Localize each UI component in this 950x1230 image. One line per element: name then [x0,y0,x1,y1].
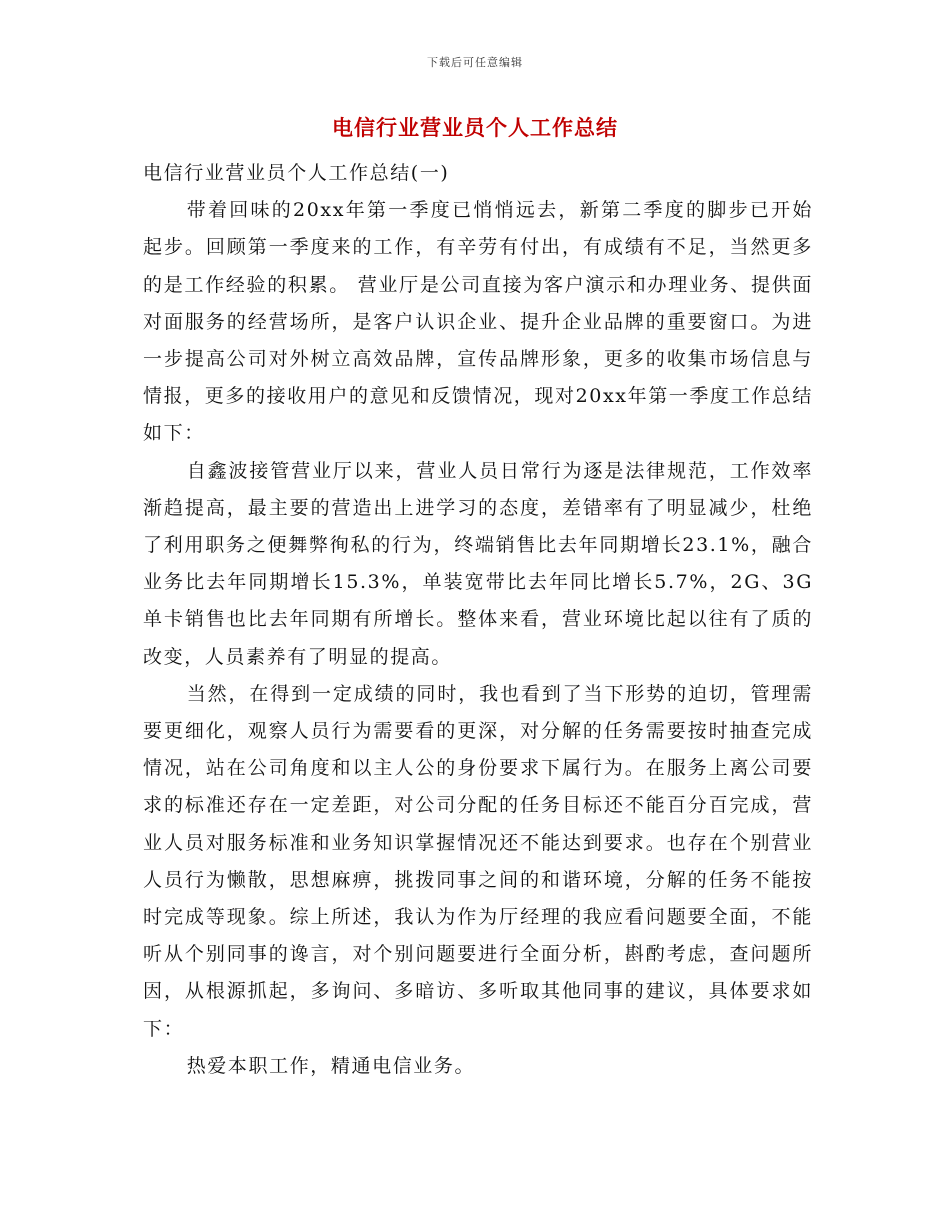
paragraph-intro: 带着回味的20xx年第一季度已悄悄远去，新第二季度的脚步已开始起步。回顾第一季度来的工作，有辛劳有付出，有成绩有不足，当然更多的是工作经验的积累。 营业厅是公司直接为客户演示和办理业务、提供面对面服务的经营场所，是客户认识企业、提升企业品牌的重要窗口。为进一步提高公司对外树立高效品牌，宣传品牌形象，更多的收集市场信息与情报，更多的接收用户的意见和反馈情况，现对20xx年第一季度工作总结如下： [143,199,814,445]
document-body [143,155,813,1085]
paragraph-achievements: 自鑫波接管营业厅以来，营业人员日常行为逐是法律规范，工作效率渐趋提高，最主要的营造出上进学习的态度，差错率有了明显减少，杜绝了利用职务之便舞弊徇私的行为，终端销售比去年同期增长23.1%，融合业务比去年同期增长15.3%，单装宽带比去年同比增长5.7%，2G、3G单卡销售也比去年同期有所增长。整体来看，营业环境比起以往有了质的改变，人员素养有了明显的提高。 [143,459,813,668]
document-title: 电信行业营业员个人工作总结 [332,116,618,140]
paragraph-shortcomings: 当然，在得到一定成绩的同时，我也看到了当下形势的迫切，管理需要更细化，观察人员行为需要看的更深，对分解的任务需要按时抽查完成情况，站在公司角度和以主人公的身份要求下属行为。在服务上离公司要求的标准还存在一定差距，对公司分配的任务目标还不能百分百完成，营业人员对服务标准和业务知识掌握情况还不能达到要求。也存在个别营业人员行为懒散，思想麻痹，挑拨同事之间的和谐环境，分解的任务不能按时完成等现象。综上所述，我认为作为厅经理的我应看问题要全面，不能听从个别同事的谗言，对个别问题要进行全面分析，斟酌考虑，查问题所因，从根源抓起，多询问、多暗访、多听取其他同事的建议，具体要求如下： [143,682,813,1040]
paragraph-requirement-1: 热爱本职工作，精通电信业务。 [186,1054,476,1077]
header-note: 下载后可任意编辑 [427,56,523,69]
document-subtitle: 电信行业营业员个人工作总结(一) [143,162,450,184]
